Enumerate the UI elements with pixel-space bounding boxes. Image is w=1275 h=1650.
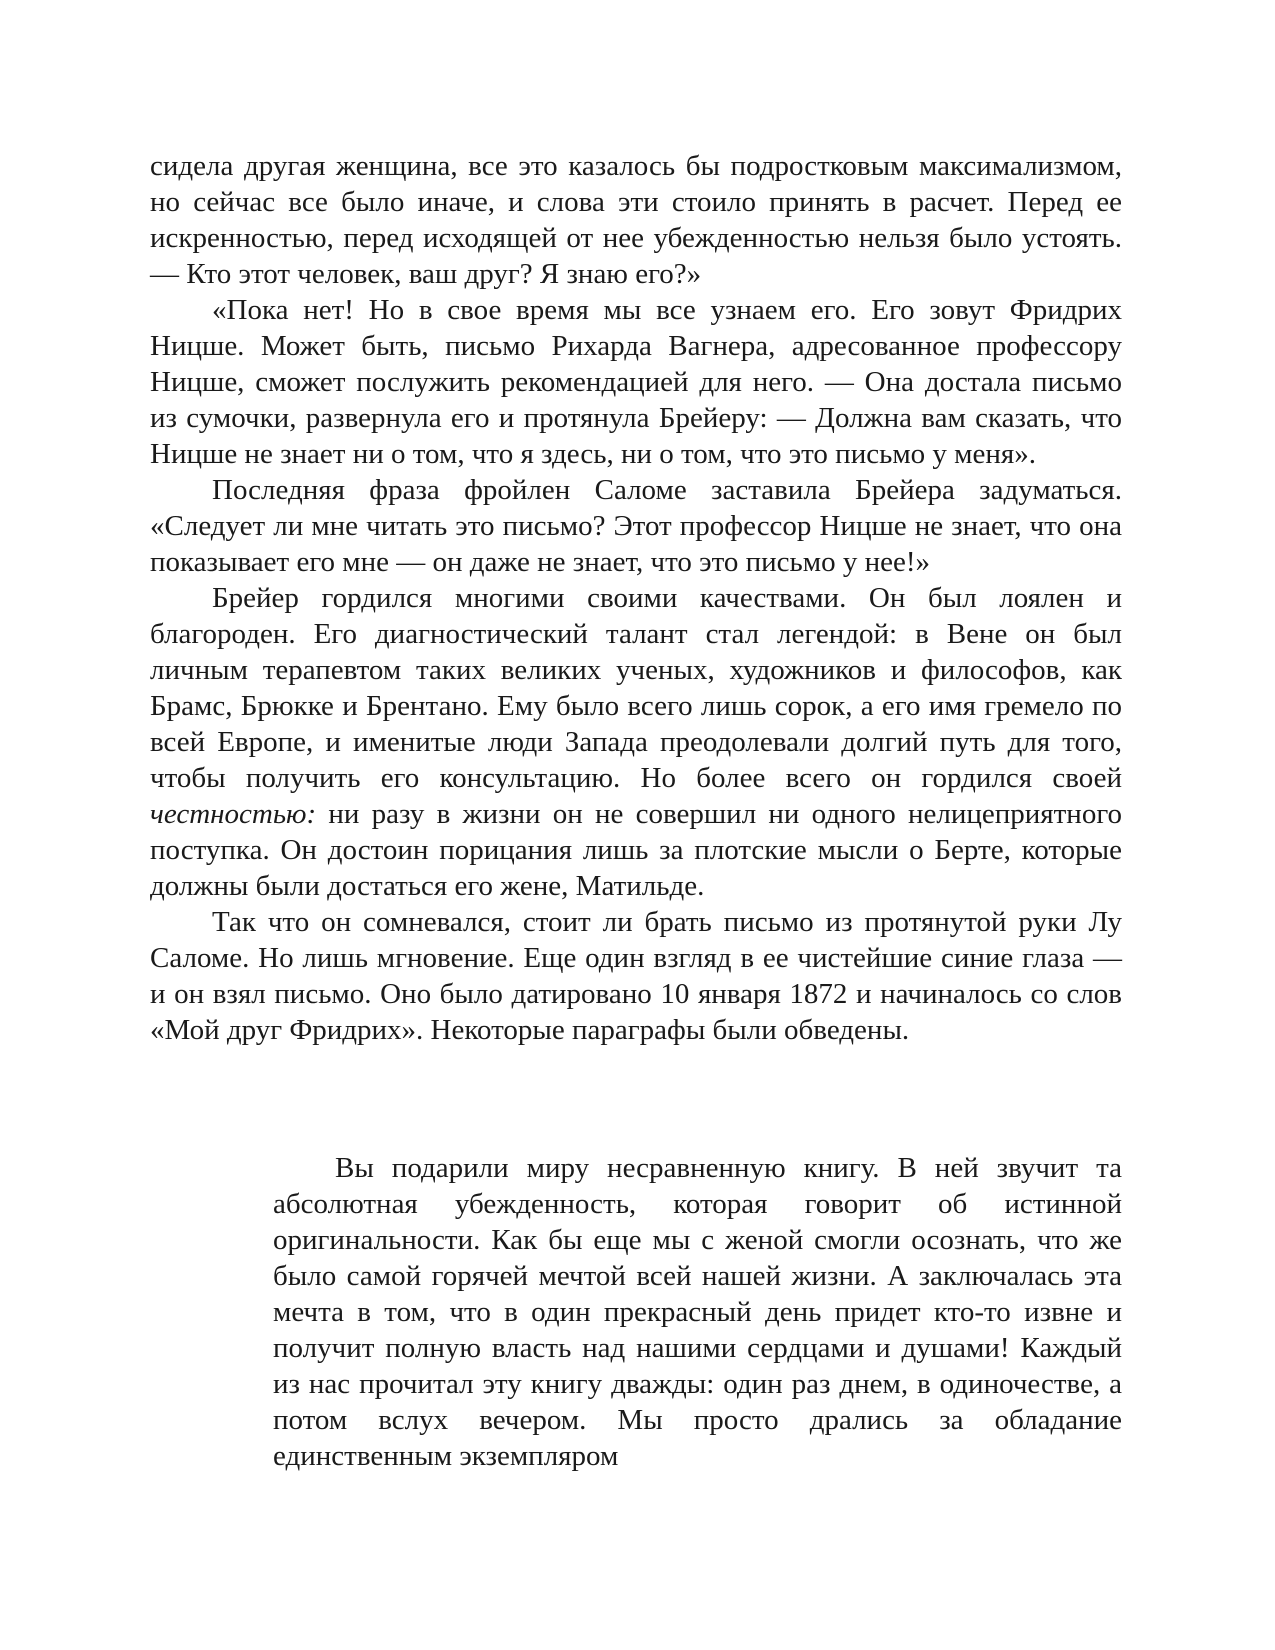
paragraph-text: ни разу в жизни он не совершил ни одного нелицеприятного поступка. Он достоин порицания лишь за плотские мысли о Берте, которые должны были достаться его жене, Матильде. bbox=[150, 798, 1122, 902]
paragraph-text: Брейер гордился многими своими качествами. Он был лоялен и благороден. Его диагностический талант стал легендой: в Вене он был личным терапевтом таких великих ученых, художников и философов, как Брамс, Брюкке и Брентано. Ему было всего лишь сорок, а его имя гремело по всей Европе, и именитые люди Запада преодолевали долгий путь для того, чтобы получить его консультацию. Но более всего он гордился своей bbox=[150, 582, 1122, 794]
paragraph: сидела другая женщина, все это казалось бы подростковым максимализмом, но сейчас все было иначе, и слова эти стоило принять в расчет. Перед ее искренностью, перед исходящей от нее убежденностью нельзя было устоять. — Кто этот человек, ваш друг? Я знаю его?» bbox=[150, 150, 1122, 290]
quote-paragraph: Вы подарили миру несравненную книгу. В ней звучит та абсолютная убежденность, которая говорит об истинной оригинальности. Как бы еще мы с женой смогли осознать, что же было самой горячей мечтой всей нашей жизни. А заключалась эта мечта в том, что в один прекрасный день придет кто-то извне и получит полную власть над нашими сердцами и душами! Каждый из нас прочитал эту книгу дважды: один раз днем, в одиночестве, а потом вслух вечером. Мы просто дрались за обладание единственным экземпляром bbox=[273, 1152, 1122, 1472]
letter-quote bbox=[273, 1150, 1122, 1474]
paragraph: Последняя фраза фройлен Саломе заставила Брейера задуматься. «Следует ли мне читать это письмо? Этот профессор Ницше не знает, что она показывает его мне — он даже не знает, что это письмо у нее!» bbox=[150, 474, 1122, 578]
paragraph bbox=[150, 580, 1122, 904]
emphasized-word: честностью: bbox=[150, 798, 317, 830]
paragraph: Так что он сомневался, стоит ли брать письмо из протянутой руки Лу Саломе. Но лишь мгновение. Еще один взгляд в ее чистейшие синие глаза — и он взял письмо. Оно было датировано 10 января 1872 и начиналось со слов «Мой друг Фридрих». Некоторые параграфы были обведены. bbox=[150, 906, 1122, 1046]
paragraph: «Пока нет! Но в свое время мы все узнаем его. Его зовут Фридрих Ницше. Может быть, письмо Рихарда Вагнера, адресованное профессору Ницше, сможет послужить рекомендацией для него. — Она достала письмо из сумочки, развернула его и протянула Брейеру: — Должна вам сказать, что Ницше не знает ни о том, что я здесь, ни о том, что это письмо у меня». bbox=[150, 294, 1122, 470]
body-text bbox=[150, 148, 1122, 1048]
